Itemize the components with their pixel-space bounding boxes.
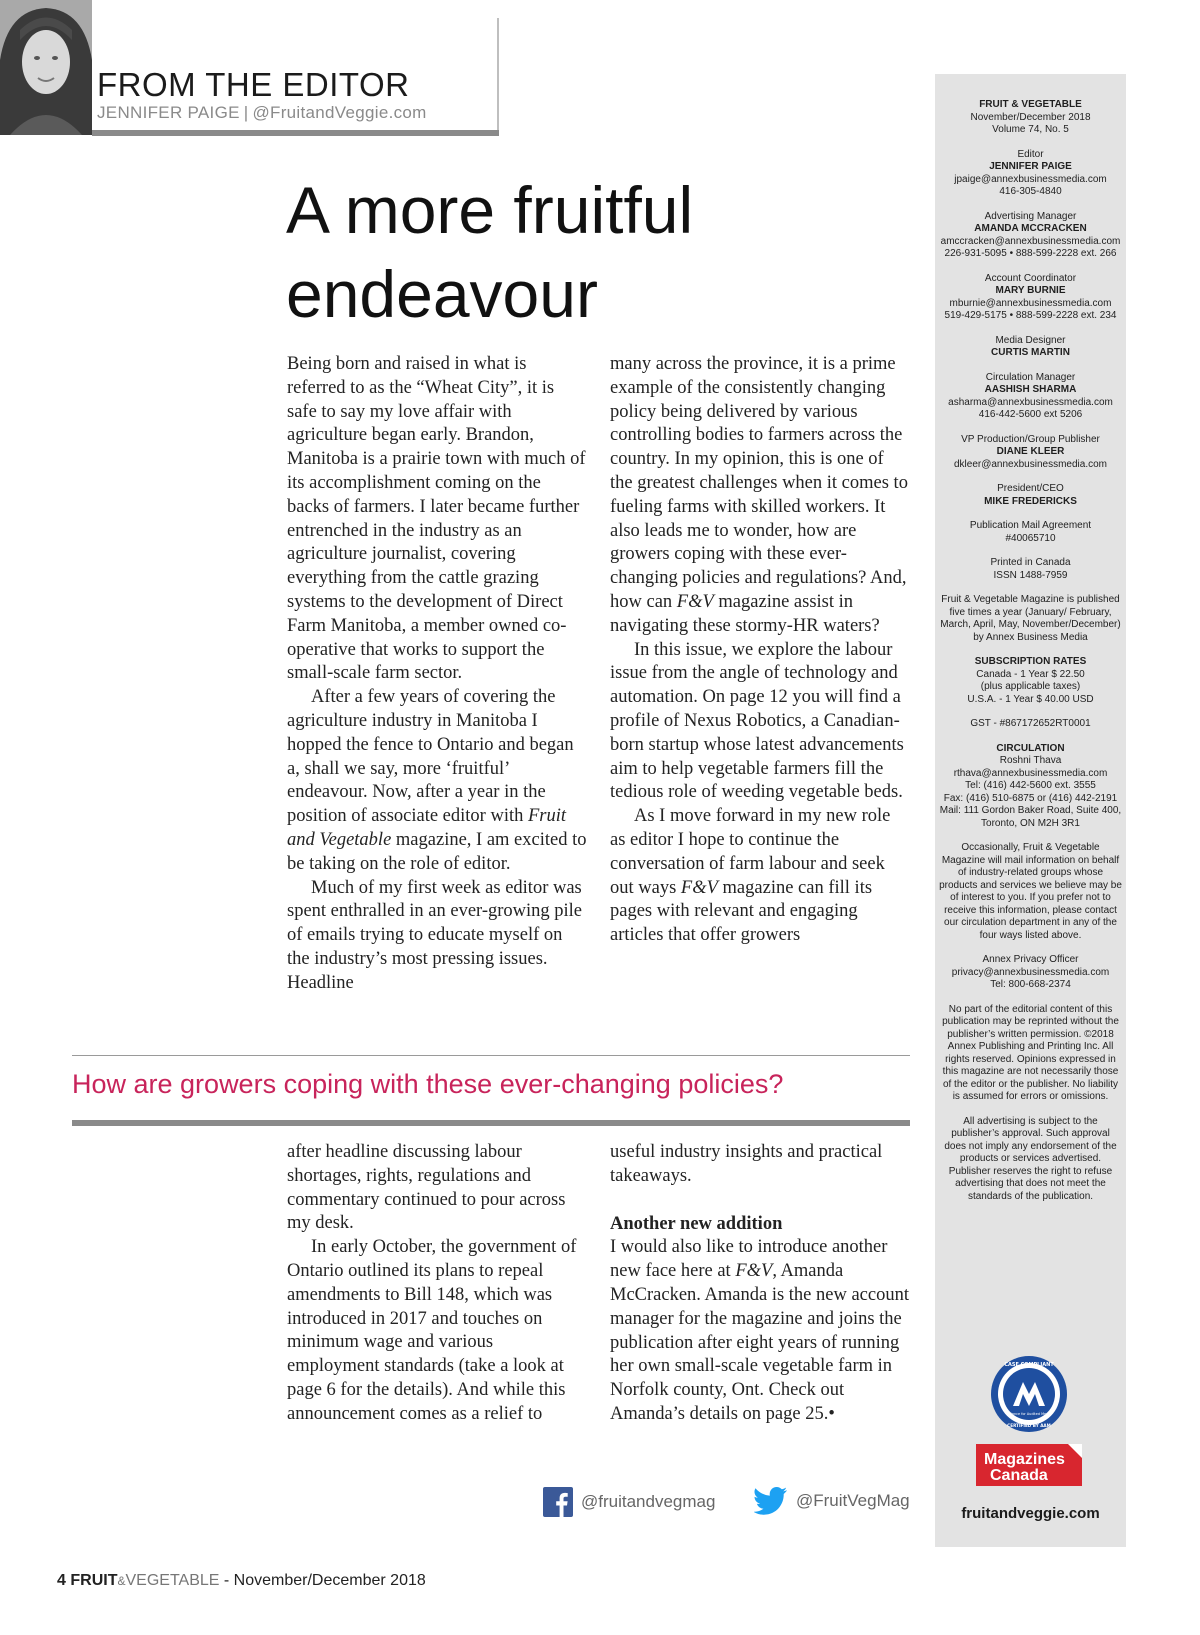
pullquote-bottom-rule bbox=[72, 1120, 910, 1126]
article-column-4 bbox=[610, 1141, 910, 1427]
masthead-subscription: SUBSCRIPTION RATES Canada - 1 Year $ 22.50 (plus applicable taxes) U.S.A. - 1 Year $ 40.00 USD bbox=[967, 656, 1094, 705]
article-headline: A more fruitful endeavour bbox=[286, 173, 694, 331]
editor-photo bbox=[0, 0, 92, 135]
paragraph: useful industry insights and practical takeaways. bbox=[610, 1142, 883, 1186]
aam-seal-icon bbox=[989, 1354, 1069, 1434]
seal-middle-text: Alliance for Audited Media bbox=[1006, 1412, 1052, 1416]
masthead-mailing-notice: Occasionally, Fruit & Vegetable Magazine will mail information on behalf of industry-related groups whose products and services we believe may be of interest to you. If you prefer not to receive this information, please contact our circulation department in any of the four ways listed above. bbox=[939, 842, 1122, 941]
paragraph: As I move forward in my new role as editor I hope to continue the conversation of farm labour and seek out ways F&V magazine can fill its pages with relevant and engaging articles that offer growers bbox=[610, 806, 891, 946]
masthead-vp: VP Production/Group Publisher DIANE KLEER dkleer@annexbusinessmedia.com bbox=[953, 433, 1107, 470]
masthead-designer: Media Designer CURTIS MARTIN bbox=[991, 334, 1070, 358]
masthead-circulation-manager: Circulation Manager AASHISH SHARMA asharma@annexbusinessmedia.com 416-442-5600 ext 5206 bbox=[948, 371, 1113, 420]
article-column-2 bbox=[610, 353, 910, 948]
twitter-icon bbox=[754, 1487, 788, 1515]
magazine-name: Fruit and Vegetable bbox=[287, 806, 567, 850]
masthead-copyright: No part of the editorial content of this publication may be reprinted without the publisher’s written permission. ©2018 Annex Publishing and Printing Inc. All rights reserved. Opinions expressed in this magazine are not necessarily those of the editor or the publisher. No liability is assumed for errors or omissions. bbox=[942, 1003, 1119, 1102]
page-number: 4 bbox=[57, 1572, 66, 1589]
masthead-publication: FRUIT & VEGETABLE November/December 2018 Volume 74, No. 5 bbox=[970, 99, 1091, 135]
masthead-mail-agreement: Publication Mail Agreement #40065710 bbox=[969, 520, 1092, 544]
masthead-sidebar bbox=[935, 74, 1126, 1547]
footer-fruit: FRUIT bbox=[70, 1572, 118, 1589]
masthead-website-link[interactable]: fruitandveggie.com bbox=[961, 1505, 1100, 1522]
masthead-editor: Editor JENNIFER PAIGE jpaige@annexbusinessmedia.com 416-305-4840 bbox=[954, 148, 1107, 197]
twitter-handle: @FruitVegMag bbox=[796, 1491, 910, 1510]
mc-logo-line2: Canada bbox=[990, 1467, 1048, 1484]
pullquote-top-rule bbox=[72, 1055, 910, 1056]
masthead-president: President/CEO MIKE FREDERICKS bbox=[984, 483, 1077, 507]
seal-top-text: CASE COMPLIANT bbox=[1004, 1362, 1054, 1368]
seal-bottom-text: CERTIFIED BY AAM bbox=[1007, 1423, 1051, 1428]
paragraph: many across the province, it is a prime example of the consistently changing policy being delivered by various controlling bodies to farmers across the country. In my opinion, this is one of the greatest challenges when it comes to fueling farms with skilled workers. It also leads me to wonder, how are growers coping with these ever-changing policies and regulations? And, how can F&V magazine assist in navigating these stormy-HR waters? bbox=[610, 354, 908, 636]
magazine-abbr: F&V bbox=[735, 1261, 773, 1282]
twitter-link[interactable] bbox=[754, 1487, 910, 1515]
facebook-handle: @fruitandvegmag bbox=[581, 1492, 716, 1511]
byline-separator: | bbox=[243, 103, 249, 122]
paragraph: In this issue, we explore the labour issue from the angle of technology and automation. On page 12 you will find a profile of Nexus Robotics, a Canadian-born startup whose latest advancements aim to help vegetable farmers fill the tedious role of weeding vegetable beds. bbox=[610, 639, 904, 803]
paragraph: In early October, the government of Ontario outlined its plans to repeal amendments to Bill 148, which was introduced in 2017 and touches on minimum wage and various employment standards (take a look at page 6 for the details). And while this announcement comes as a relief to bbox=[287, 1237, 577, 1424]
masthead-privacy: Annex Privacy Officer privacy@annexbusinessmedia.com Tel: 800-668-2374 bbox=[951, 954, 1110, 990]
header-vertical-rule bbox=[497, 18, 499, 136]
footer-amp: & bbox=[117, 1574, 126, 1588]
paragraph: after headline discussing labour shortages, rights, regulations and commentary continued to pour across my desk. bbox=[287, 1142, 566, 1234]
masthead-ad-manager: Advertising Manager AMANDA MCCRACKEN amccracken@annexbusinessmedia.com 226-931-5095 • 888-599-2228 ext. 266 bbox=[940, 210, 1121, 259]
magazine-abbr: F&V bbox=[676, 591, 714, 612]
facebook-link[interactable] bbox=[543, 1487, 715, 1517]
article-column-3 bbox=[287, 1141, 587, 1427]
page-footer bbox=[57, 1572, 426, 1590]
header-horizontal-rule bbox=[92, 130, 499, 136]
paragraph: Being born and raised in what is referred to as the “Wheat City”, it is safe to say my love affair with agriculture began early. Brandon, Manitoba is a prairie town with much of its accomplishment coming on the backs of farmers. I later became further entrenched in the industry as an agriculture journalist, covering everything from the cattle grazing systems to the development of Direct Farm Manitoba, a member owned co-operative that works to support the small-scale farm sector. bbox=[287, 354, 586, 684]
byline bbox=[97, 103, 427, 123]
paragraph: Much of my first week as editor was spent enthralled in an ever-growing pile of emails trying to educate myself on the industry’s most pressing issues. Headline bbox=[287, 877, 583, 993]
masthead-circulation: CIRCULATION Roshni Thava rthava@annexbusinessmedia.com Tel: (416) 442-5600 ext. 3555 Fax: (416) 510-6875 or (416) 442-2191 Mail: 111 Gordon Baker Road, Suite 400, Toronto, ON M2H 3R1 bbox=[939, 742, 1122, 829]
magazine-abbr: F&V bbox=[680, 877, 718, 898]
masthead-gst: GST - #867172652RT0001 bbox=[970, 718, 1091, 729]
pullquote: How are growers coping with these ever-changing policies? bbox=[72, 1069, 784, 1099]
masthead-schedule: Fruit & Vegetable Magazine is published five times a year (January/ February, March, April, May, November/December) by Annex Business Media bbox=[940, 594, 1121, 643]
byline-author: JENNIFER PAIGE bbox=[97, 103, 240, 122]
footer-vegetable: VEGETABLE bbox=[125, 1572, 220, 1589]
paragraph: After a few years of covering the agriculture industry in Manitoba I hopped the fence to Ontario and began a, shall we say, more ‘fruitful’ endeavour. Now, after a year in the position of associate editor with Fruit and Vegetable magazine, I am excited to be taking on the role of editor. bbox=[287, 687, 587, 874]
masthead-printed: Printed in Canada ISSN 1488-7959 bbox=[990, 557, 1071, 581]
masthead-account-coordinator: Account Coordinator MARY BURNIE mburnie@annexbusinessmedia.com 519-429-5175 • 888-599-2228 ext. 234 bbox=[944, 272, 1117, 321]
facebook-icon bbox=[543, 1487, 573, 1517]
footer-issue: - November/December 2018 bbox=[223, 1572, 426, 1589]
mc-logo-line1: Magazines bbox=[984, 1451, 1065, 1468]
article-column-1 bbox=[287, 353, 587, 996]
masthead-advertising-policy: All advertising is subject to the publisher’s approval. Such approval does not imply any endorsement of the products or services advertised. Publisher reserves the right to refuse advertising that does not meet the standards of the publication. bbox=[944, 1115, 1117, 1202]
paragraph: I would also like to introduce another new face here at F&V, Amanda McCracken. Amanda is the new account manager for the magazine and joins the publication after eight years of running her own small-scale vegetable farm in Norfolk county, Ont. Check out Amanda’s details on page 25.• bbox=[610, 1237, 909, 1424]
subheading: Another new addition bbox=[610, 1213, 783, 1234]
section-title: FROM THE EDITOR bbox=[97, 66, 410, 103]
magazines-canada-logo bbox=[976, 1444, 1082, 1486]
byline-site: @FruitandVeggie.com bbox=[252, 103, 427, 122]
